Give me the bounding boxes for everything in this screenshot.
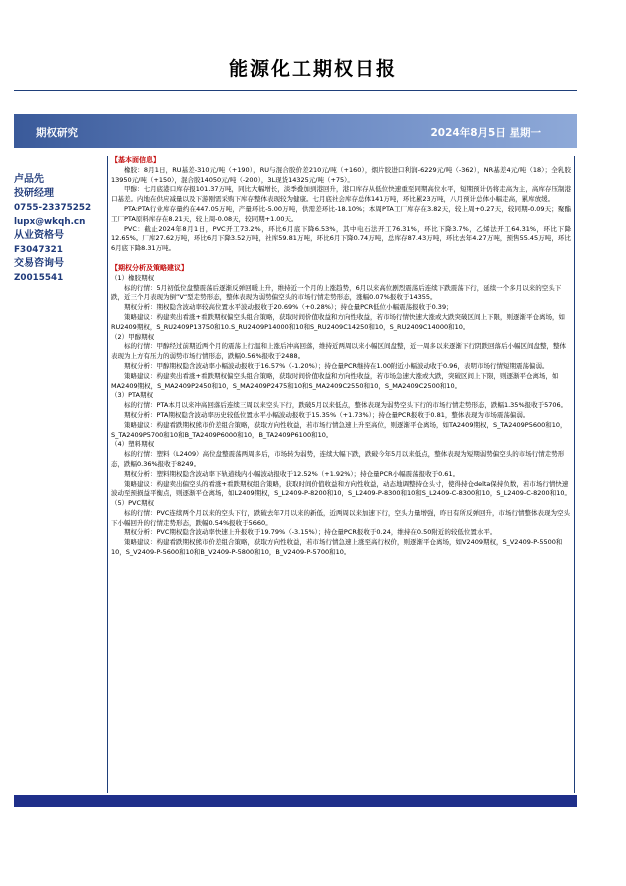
section-line: 策略建议：构建看跌期权熊市价差组合策略，获取方向性收益，若市场行情急速上涨至高行权价，则逐渐平仓离场，如V2409期权，S_V2409-P-5500和10，S_V2409-P-5600和10和B_V2409-P-5800和10，B_V2409-P-5700和10。	[111, 538, 563, 557]
banner-date: 2024年8月5日 星期一	[430, 127, 541, 139]
section-heading: （3）PTA期权	[111, 391, 153, 400]
analyst-email: lupx@wkqh.cn	[14, 217, 86, 227]
section-line: 期权分析：期权隐含波动率较高位置水平波动报收于20.69%（+0.28%）；持仓量PCR低位小幅震荡报收于0.39；	[124, 303, 453, 312]
section-heading: （5）PVC期权	[111, 499, 155, 508]
section-line: 标的行情：PVC连续两个月以来的空头下行，跌破去年7月以来的新低，近两周以来加速下行，空头力量增强，昨日有所反弹回升，市场行情整体表现为空头下小幅回升的行情走势形态，跌幅0.54%报收于5660。	[111, 508, 571, 527]
section-line: 策略建议：构建卖出偏空头的看涨+看跌期权组合策略，获取时间价值收益和方向性收益，动态地调整持仓头寸，使得持仓delta保持负数，若市场行情快速波动至预损益平衡点，则逐渐平仓离场，如L2409期权，S_L2409-P-8200和10，S_L2409-P-8300和10和S_L2409-C-8300和10，S_L2409-C-8200和10。	[111, 479, 571, 498]
section-line: 期权分析：PVC期权隐含波动率快速上升报收于19.79%（-3.15%）；持仓量PCR报收于0.24，维持在0.50附近的较低位置水平。	[124, 528, 497, 537]
basic-para-methanol: 甲醇：七月底港口库存报101.37万吨，同比大幅增长，淡季叠加到港回升，港口库存从低位快速重至同期高位水平，短期预计仍将走高为主，高库存压制港口基差。内地在供应减量以及下游刚需采购下库存整体表现较为健康。七月底社会库存总体141万吨，环比累23万吨，八月预计总体小幅走高，累库放缓。	[111, 185, 571, 204]
consult-number: Z0015541	[14, 273, 64, 283]
analyst-role: 投研经理	[14, 188, 54, 199]
basic-para-pta: PTA:PTA行业库存量约在447.05万吨，产量环比-5.00万吨，供需差环比-18.10%；本周PTA工厂库存在3.82天，较上周+0.27天，较同期-0.09天；聚酯工厂PTA原料库存在8.21天，较上周-0.08天，较同期+1.00天。	[111, 204, 571, 223]
basic-para-rubber: 橡胶：8月1日，RU基差-310元/吨（+190），RU与混合胶价差210元/吨（+160），烟片胶进口利润-6229元/吨（-362），NR基差4元/吨（18）；全乳胶13950元/吨（+150），混合胶14050元/吨（-200），3L现货14325元/吨（+75）。	[111, 165, 571, 184]
section-heading: （4）塑料期权	[111, 440, 155, 449]
section-heading: （1）橡胶期权	[111, 273, 155, 282]
analyst-phone: 0755-23375252	[14, 203, 92, 213]
banner-category: 期权研究	[36, 127, 78, 139]
analyst-info	[14, 173, 100, 285]
analyst-name: 卢品先	[14, 174, 44, 185]
section-line: 标的行情：PTA本月以来冲高回落后连续三周以来空头下行，跌破5月以来低点，整体表现为弱势空头下行的市场行情走势形态，跌幅1.35%报收于5706。	[124, 401, 568, 410]
cert-label: 从业资格号	[14, 230, 64, 241]
basic-info-title: 【基本面信息】	[111, 156, 160, 164]
section-line: 期权分析：PTA期权隐含波动率历史较低位置水平小幅波动报收于15.35%（+1.73%）；持仓量PCR报收于0.81，整体表现为市场震荡偏弱。	[124, 410, 530, 419]
section-line: 策略建议：构建看跌期权熊市价差组合策略，获取方向性收益，若市场行情急速上升至高位，则逐渐平仓离场，如TA2409期权，S_TA2409P5600和10，S_TA2409P5700和10和B_TA2409P6000和10，B_TA2409P6100和10。	[111, 420, 567, 439]
footer-bar	[14, 795, 577, 807]
section-line: 标的行情：5月初低位盘整震荡后逐渐反弹回暖上升，维持近一个月的上涨趋势，6月以来高位剧烈震荡后连续下跌震荡下行，延续一个多月以来的空头下跌，近三个月表现为倒”V“型走势形态，整体表现为弱势偏空头的市场行情走势形态，涨幅0.07%报收于14355。	[111, 283, 562, 302]
section-line: 期权分析：甲醇期权隐含波动率小幅波动报收于16.57%（-1.20%）；持仓量PCR继持在1.00附近小幅波动收于0.96，表明市场行情短期震荡偏弱。	[124, 361, 549, 370]
page-title: 能源化工期权日报	[228, 58, 397, 80]
cert-number: F3047321	[14, 245, 63, 255]
report-banner	[14, 114, 577, 148]
section-line: 策略建议：构建卖出看涨+看跌期权偏空头组合策略，获取时间价值收益和方向性收益，若市场行情快速大涨或大跌突破区间上下限，则逐渐平仓离场，如RU2409期权，S_RU2409P13750和10.S_RU2409P14000和10和S_RU2409C14250和10，S_RU2409C14000和10。	[111, 312, 565, 331]
title-divider	[14, 90, 577, 91]
section-line: 标的行情：甲醇经过前期近两个月的震荡上行温和上涨后冲高回落，维持近两周以来小幅区间盘整，近一周多以来逐渐下行阴跌回落后小幅区间盘整，整体表现为上方有压力的弱势市场行情形态，跌幅0.56%报收于2488。	[111, 342, 566, 361]
section-heading: （2）甲醇期权	[111, 332, 155, 341]
report-content	[107, 156, 575, 793]
analysis-title: 【期权分析及策略建议】	[111, 263, 188, 272]
section-line: 标的行情：塑料（L2409）高位盘整震荡两周多后，市场转为弱势，连续大幅下跌，跌破今年5月以来低点，整体表现为短期弱势偏空头的市场行情走势形态，跌幅0.36%报收于8249。	[111, 450, 565, 468]
consult-label: 交易咨询号	[14, 258, 64, 269]
section-line: 策略建议：构建卖出看涨+看跌期权偏空头组合策略，获取时间价值收益和方向性收益，若市场急速大涨或大跌，突破区间上下限，则逐渐平仓离场，如MA2409期权，S_MA2409P2450和10，S_MA2409P2475和10和S_MA2409C2550和10，S_MA2409C2500和10。	[111, 371, 559, 390]
section-line: 期权分析：塑料期权隐含波动率下轨道线内小幅波动报收于12.52%（+1.92%）；持仓量PCR小幅震荡报收于0.61。	[124, 469, 460, 478]
basic-para-pvc: PVC：截止2024年8月1日，PVC开工73.2%，环比6月底下降6.53%，其中电石法开工76.31%，环比下降3.7%，乙烯法开工64.31%，环比下降12.65%。厂库27.62万吨，环比6月下降3.52万吨，社库59.81万吨，环比6月下降0.74万吨，总库存87.43万吨，环比去年4.27万吨，预售55.45万吨，环比6月底下降8.31万吨。	[111, 224, 571, 253]
